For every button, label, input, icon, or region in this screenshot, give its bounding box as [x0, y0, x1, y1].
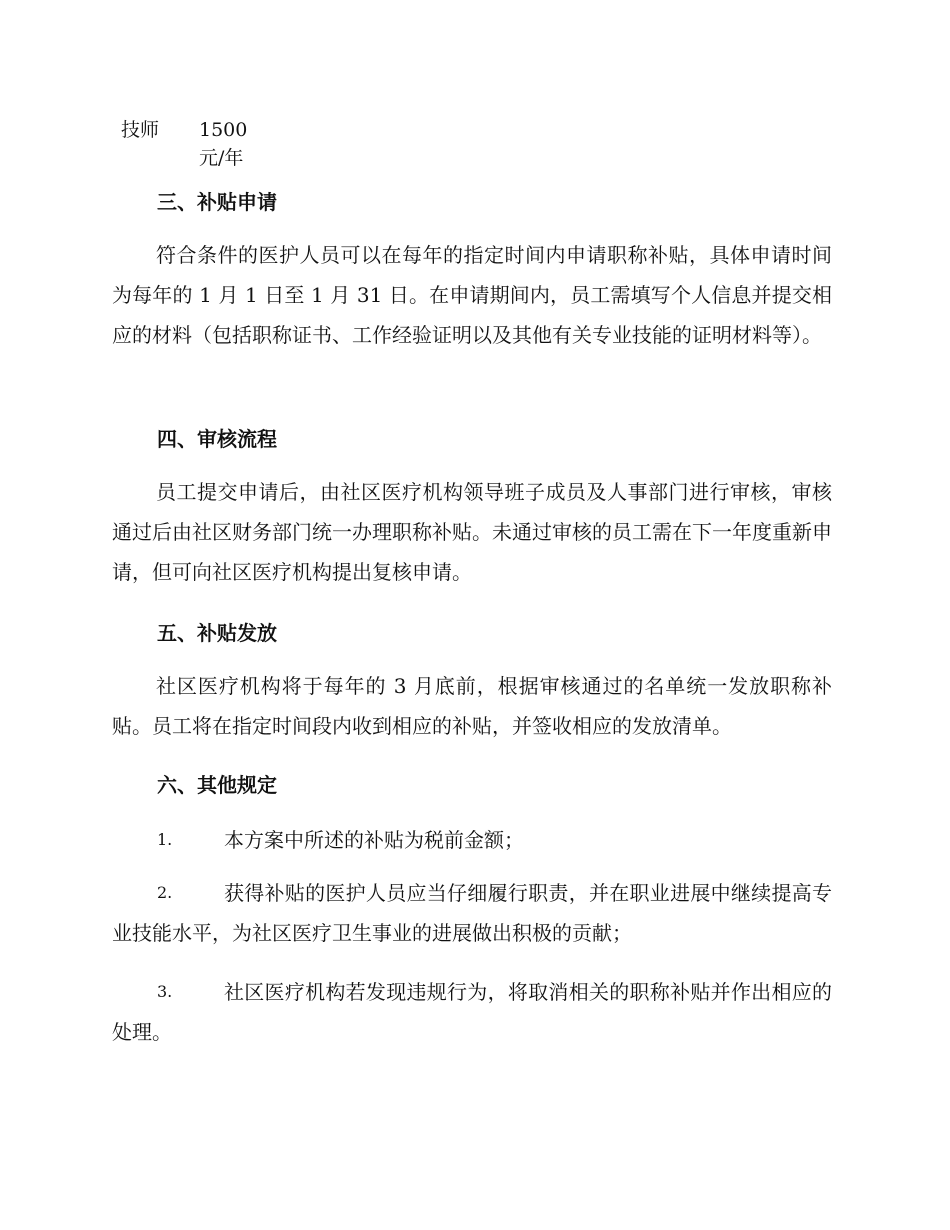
table-cell-title: 技师: [121, 119, 160, 141]
list-item-text: 本方案中所述的补贴为税前金额；: [224, 828, 524, 852]
list-item-number: 3.: [157, 982, 173, 1001]
section-heading-6: 六、其他规定: [157, 773, 277, 797]
section-body-4: 员工提交申请后，由社区医疗机构领导班子成员及人事部门进行审核，审核通过后由社区财务部门统一办理职称补贴。未通过审核的员工需在下一年度重新申请，但可向社区医疗机构提出复核申请。: [112, 480, 832, 584]
table-cell-amount: [199, 116, 247, 172]
list-item-text: 社区医疗机构若发现违规行为，将取消相关的职称补贴并作出相应的处理。: [112, 980, 832, 1044]
section-body-3: 符合条件的医护人员可以在每年的指定时间内申请职称补贴，具体申请时间为每年的 1 月 1 日至 1 月 31 日。在申请期间内，员工需填写个人信息并提交相应的材料（包括职称证书、工作经验证明以及其他有关专业技能的证明材料等）。: [112, 243, 832, 347]
section-heading-3: 三、补贴申请: [157, 190, 277, 214]
table-cell-amount-unit: 元/年: [199, 147, 244, 169]
list-item-text: 获得补贴的医护人员应当仔细履行职责，并在职业进展中继续提高专业技能水平，为社区医疗卫生事业的进展做出积极的贡献；: [112, 881, 832, 945]
table-cell-amount-value: 1500: [199, 119, 248, 141]
section-heading-4: 四、审核流程: [157, 427, 277, 451]
list-item-number: 2.: [157, 883, 173, 902]
list-item-number: 1.: [157, 830, 173, 849]
section-heading-5: 五、补贴发放: [157, 621, 277, 645]
section-body-5: 社区医疗机构将于每年的 3 月底前，根据审核通过的名单统一发放职称补贴。员工将在指定时间段内收到相应的补贴，并签收相应的发放清单。: [112, 674, 832, 738]
